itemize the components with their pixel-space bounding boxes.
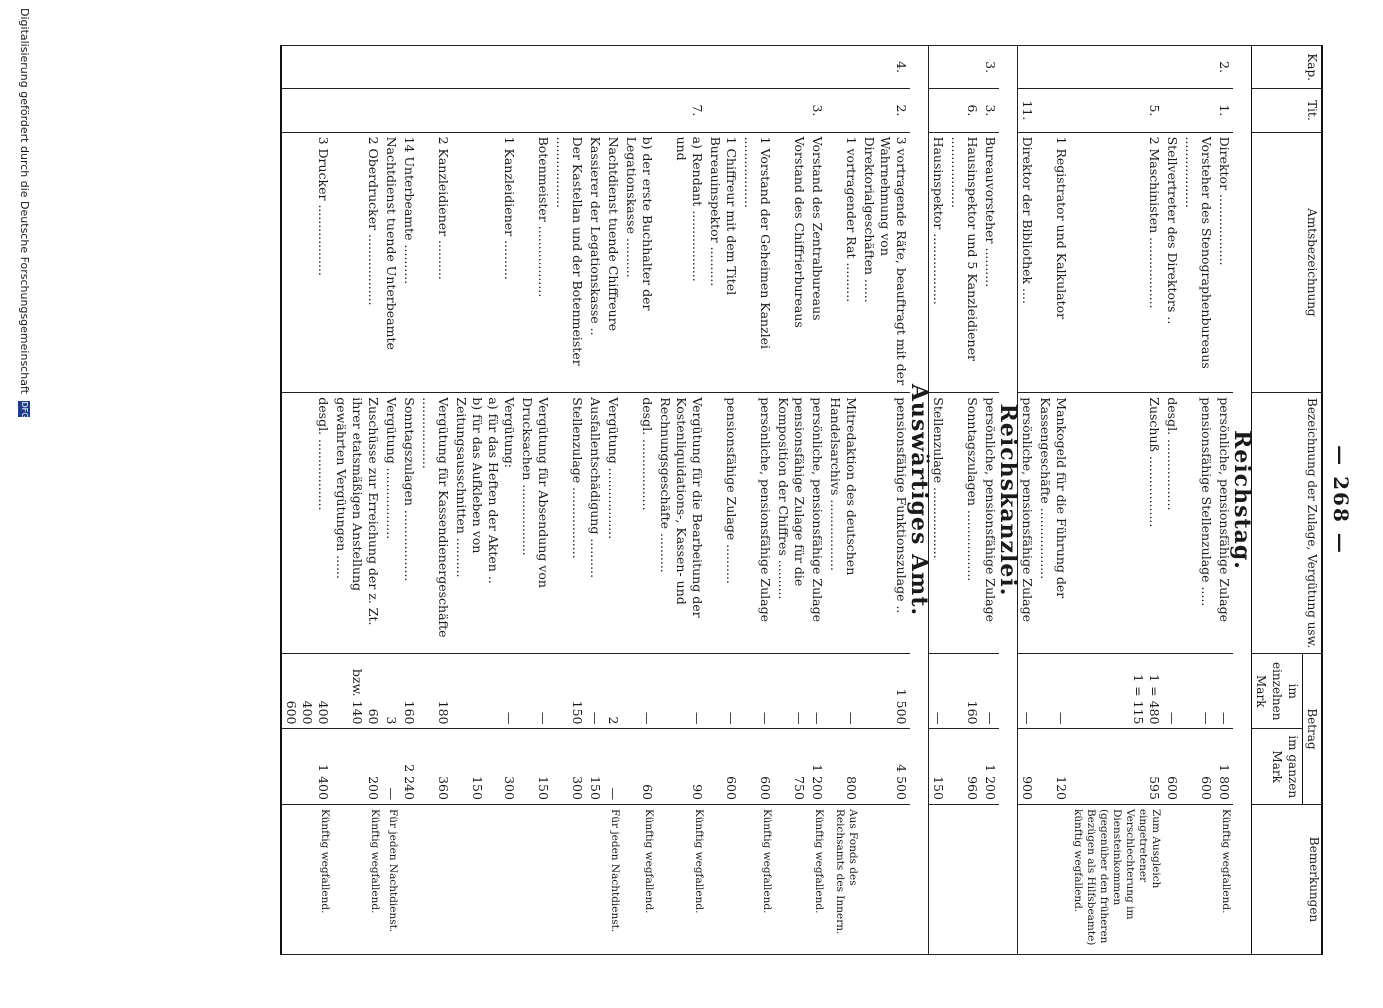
cell-bez: pensionsfähige Zulage für die Komposition der Chiffres .......... <box>774 393 808 654</box>
cell-ganz: 1 200 <box>981 729 999 804</box>
header-betrag: Betrag <box>1303 654 1323 805</box>
cell-kap <box>1163 46 1181 89</box>
cell-einz: — <box>740 654 774 729</box>
header-ganz: im ganzen Mark <box>1252 729 1303 804</box>
cell-einz: 2 <box>604 654 622 729</box>
cell-amt: 1 vortragender Rat .......... <box>826 132 860 393</box>
cell-amt: 2 Kanzleidiener .......... <box>418 132 452 393</box>
cell-bez: persönliche, pensionsfähige Zulage <box>1215 393 1233 654</box>
cell-tit <box>929 89 948 132</box>
cell-kap <box>552 46 586 89</box>
cell-kap <box>622 46 656 89</box>
cell-kap <box>452 46 518 89</box>
footer-text: Digitalisierung gefördert durch die Deutsche Forschungsgemeinschaft <box>18 8 31 394</box>
cell-tit <box>1181 89 1215 132</box>
cell-ganz: 595 <box>1070 729 1163 804</box>
cell-kap <box>400 46 418 89</box>
table-row <box>281 46 332 955</box>
table-row <box>1036 46 1070 955</box>
table-row <box>1215 46 1233 955</box>
section-title: Reichstag. <box>1233 46 1252 955</box>
cell-einz: — <box>981 654 999 729</box>
cell-bez: Stellenzulage .................. <box>929 393 948 654</box>
cell-einz: — <box>826 654 860 729</box>
cell-bem <box>860 804 910 954</box>
cell-ganz: 600 <box>1181 729 1215 804</box>
cell-amt: 2 Oberdrucker .................. <box>332 132 382 393</box>
cell-ganz: 600 <box>1163 729 1181 804</box>
cell-einz: 180 <box>418 654 452 729</box>
cell-tit <box>400 89 418 132</box>
cell-kap: 2. <box>1215 46 1233 89</box>
cell-tit <box>332 89 382 132</box>
footer <box>18 0 31 1008</box>
cell-bez: Mankogeld für die Führung der Kassengeschäfte .................. <box>1036 393 1070 654</box>
cell-ganz: 60 <box>622 729 656 804</box>
cell-tit <box>1036 89 1070 132</box>
header-tit: Tit. <box>1252 89 1323 132</box>
table-row <box>1070 46 1163 955</box>
cell-ganz: 300 150 <box>452 729 518 804</box>
table-row <box>656 46 706 955</box>
cell-bez: desgl. .................. <box>281 393 332 654</box>
cell-tit: 3. <box>981 89 999 132</box>
cell-kap <box>740 46 774 89</box>
cell-bez: Vergütung .................. <box>604 393 622 654</box>
table-row <box>981 46 999 955</box>
cell-bez: pensionsfähige Zulage .......... <box>706 393 740 654</box>
cell-amt: 1 Chiffreur mit dem Titel Bureauinspektor .......... <box>706 132 740 393</box>
cell-bez: pensionsfähige Stellenzulage ..... <box>1181 393 1215 654</box>
cell-ganz: 2 240 <box>400 729 418 804</box>
cell-einz: 1 = 480 1 = 115 <box>1070 654 1163 729</box>
cell-amt: Direktor der Bibliothek .... <box>1018 132 1037 393</box>
cell-tit: 6. <box>947 89 981 132</box>
cell-einz: — <box>518 654 552 729</box>
cell-ganz: 960 <box>947 729 981 804</box>
cell-bem: Künftig wegfallend. <box>332 804 382 954</box>
cell-bez: Sonntagszulagen .................. <box>947 393 981 654</box>
cell-amt: Der Kastellan und der Botenmeister .................. <box>552 132 586 393</box>
cell-einz: 150 <box>552 654 586 729</box>
header-bez: Bezeichnung der Zulage, Vergütung usw. <box>1252 393 1323 654</box>
cell-kap <box>947 46 981 89</box>
cell-tit: 5. <box>1070 89 1163 132</box>
cell-ganz: 120 <box>1036 729 1070 804</box>
cell-kap <box>1036 46 1070 89</box>
table-row <box>947 46 981 955</box>
cell-tit <box>1163 89 1181 132</box>
cell-bem: Für jeden Nachtdienst. <box>604 804 622 954</box>
cell-bem: Künftig wegfallend. <box>1215 804 1233 954</box>
cell-ganz: 150 <box>929 729 948 804</box>
cell-bem <box>706 804 740 954</box>
cell-bez: Vergütung für Kassendienergeschäfte .................. <box>418 393 452 654</box>
cell-bem: Künftig wegfallend. <box>622 804 656 954</box>
cell-kap <box>418 46 452 89</box>
cell-amt: Kassierer der Legationskasse .. <box>586 132 604 393</box>
section-heading-row <box>1233 46 1252 955</box>
cell-bem <box>947 804 981 954</box>
cell-einz: — <box>1018 654 1037 729</box>
cell-amt: 14 Unterbeamte .......... <box>400 132 418 393</box>
cell-ganz: — <box>382 729 400 804</box>
cell-kap: 3. <box>981 46 999 89</box>
cell-amt: Botenmeister .................. <box>518 132 552 393</box>
cell-amt: Hausinspektor .................. <box>929 132 948 393</box>
cell-einz: — <box>656 654 706 729</box>
cell-bez: persönliche, pensionsfähige Zulage <box>808 393 826 654</box>
cell-bez: Vergütung .................. <box>382 393 400 654</box>
cell-bez: Stellenzulage .................. <box>552 393 586 654</box>
table-row <box>774 46 808 955</box>
cell-kap <box>604 46 622 89</box>
table-row <box>586 46 604 955</box>
table-row <box>382 46 400 955</box>
cell-einz: — <box>586 654 604 729</box>
section-heading-row <box>999 46 1018 955</box>
cell-einz: — <box>1181 654 1215 729</box>
cell-kap <box>586 46 604 89</box>
cell-amt: 3 vortragende Räte, beauftragt mit der Wahrnehmung von Direktorialgeschäften ...... <box>860 132 910 393</box>
cell-ganz: — <box>604 729 622 804</box>
cell-einz: 3 <box>382 654 400 729</box>
cell-bem: Künftig wegfallend. <box>740 804 774 954</box>
dfg-logo-icon: DFG <box>20 401 29 419</box>
cell-bez: desgl. .................. <box>622 393 656 654</box>
header-bem: Bemerkungen <box>1252 804 1323 954</box>
cell-einz: — <box>1215 654 1233 729</box>
cell-bez: Mitredaktion des deutschen Handelsarchivs .................. <box>826 393 860 654</box>
cell-bez: persönliche, pensionsfähige Zulage <box>1018 393 1037 654</box>
cell-bem <box>1018 804 1037 954</box>
cell-einz: 1 500 <box>860 654 910 729</box>
cell-tit: 7. <box>656 89 706 132</box>
cell-bem <box>1181 804 1215 954</box>
table-row <box>452 46 518 955</box>
cell-amt: 2 Maschinisten .................. <box>1070 132 1163 393</box>
page-number: — 268 — <box>1329 445 1353 555</box>
cell-tit <box>418 89 452 132</box>
cell-tit <box>382 89 400 132</box>
cell-kap: 4. <box>860 46 910 89</box>
cell-einz: — <box>929 654 948 729</box>
cell-bem: Aus Fonds des Reichsamts des Innern. <box>826 804 860 954</box>
header-kap: Kap. <box>1252 46 1323 89</box>
cell-amt: Bureauvorsteher .......... <box>981 132 999 393</box>
cell-einz: — <box>622 654 656 729</box>
table-row <box>400 46 418 955</box>
cell-bem <box>1163 804 1181 954</box>
cell-bem <box>774 804 808 954</box>
table-body <box>281 46 1255 955</box>
cell-einz: 400 400 600 <box>281 654 332 729</box>
cell-amt: Nachtdienst tuende Chiffreure <box>604 132 622 393</box>
cell-bem <box>452 804 518 954</box>
cell-einz: — <box>452 654 518 729</box>
cell-ganz: 1 800 <box>1215 729 1233 804</box>
cell-tit: 3. <box>808 89 826 132</box>
cell-kap <box>1070 46 1163 89</box>
cell-bem <box>552 804 586 954</box>
cell-ganz: 150 <box>586 729 604 804</box>
section-title: Reichskanzlei. <box>999 46 1018 955</box>
cell-ganz: 4 500 <box>860 729 910 804</box>
allowance-table <box>280 45 1323 955</box>
cell-bez: Sonntagszulagen .................. <box>400 393 418 654</box>
header-amt: Amtsbezeichnung <box>1252 132 1323 393</box>
cell-ganz: 900 <box>1018 729 1037 804</box>
cell-kap <box>656 46 706 89</box>
cell-bem <box>586 804 604 954</box>
cell-tit: 2. <box>860 89 910 132</box>
cell-amt: Nachtdienst tuende Unterbeamte <box>382 132 400 393</box>
section-heading-row <box>910 46 929 955</box>
cell-bez: desgl. .................. <box>1163 393 1181 654</box>
cell-einz: — <box>706 654 740 729</box>
cell-amt: a) Rendant .................. und <box>656 132 706 393</box>
cell-bem <box>400 804 418 954</box>
cell-amt: Vorsteher des Stenographenbureaus .................. <box>1181 132 1215 393</box>
cell-kap <box>518 46 552 89</box>
table-row <box>706 46 740 955</box>
table-row <box>332 46 382 955</box>
cell-tit <box>452 89 518 132</box>
cell-bem: Künftig wegfallend. <box>281 804 332 954</box>
cell-bem: Künftig wegfallend. <box>656 804 706 954</box>
header-einz: im einzelnen Mark <box>1252 654 1303 729</box>
cell-einz: — <box>1163 654 1181 729</box>
cell-bem <box>929 804 948 954</box>
cell-bem <box>418 804 452 954</box>
cell-tit <box>586 89 604 132</box>
cell-bez: persönliche, pensionsfähige Zulage <box>981 393 999 654</box>
table-row <box>826 46 860 955</box>
table-row <box>418 46 452 955</box>
cell-ganz: 360 <box>418 729 452 804</box>
cell-kap <box>929 46 948 89</box>
table-row <box>604 46 622 955</box>
table-row <box>1181 46 1215 955</box>
cell-tit <box>740 89 774 132</box>
cell-tit <box>552 89 586 132</box>
cell-kap <box>774 46 808 89</box>
cell-ganz: 600 <box>706 729 740 804</box>
cell-tit <box>706 89 740 132</box>
section-title: Auswärtiges Amt. <box>910 46 929 955</box>
cell-bez: Zuschüsse zur Erreichung der z. Zt. ihrer etatsmäßigen Anstellung gewährten Vergütungen ...... <box>332 393 382 654</box>
cell-amt: 1 Kanzleidiener .......... <box>452 132 518 393</box>
cell-bem <box>518 804 552 954</box>
cell-tit <box>604 89 622 132</box>
cell-ganz: 800 <box>826 729 860 804</box>
cell-bez: Vergütung für Absendung von Drucksachen .................. <box>518 393 552 654</box>
cell-amt: Vorstand des Zentralbureaus <box>808 132 826 393</box>
cell-bem: Künftig wegfallend. <box>808 804 826 954</box>
cell-tit <box>518 89 552 132</box>
cell-ganz: 300 <box>552 729 586 804</box>
cell-einz: — <box>774 654 808 729</box>
cell-einz: 60 bzw. 140 <box>332 654 382 729</box>
table-row <box>518 46 552 955</box>
cell-tit <box>826 89 860 132</box>
table-row <box>860 46 910 955</box>
cell-tit <box>622 89 656 132</box>
cell-amt: Direktor .................. <box>1215 132 1233 393</box>
cell-kap <box>332 46 382 89</box>
cell-kap <box>826 46 860 89</box>
cell-ganz: 1 400 <box>281 729 332 804</box>
cell-ganz: 600 <box>740 729 774 804</box>
cell-bem <box>981 804 999 954</box>
cell-bez: Zuschuß .................. <box>1070 393 1163 654</box>
table-row <box>808 46 826 955</box>
table-row <box>552 46 586 955</box>
cell-amt: 3 Drucker .................. <box>281 132 332 393</box>
cell-amt: 1 Vorstand der Geheimen Kanzlei .................. <box>740 132 774 393</box>
cell-tit: 11. <box>1018 89 1037 132</box>
cell-amt: b) der erste Buchhalter der Legationskasse .......... <box>622 132 656 393</box>
cell-ganz: 1 200 <box>808 729 826 804</box>
cell-einz: — <box>1036 654 1070 729</box>
cell-bem: Für jeden Nachtdienst. <box>382 804 400 954</box>
cell-bez: Ausfallentschädigung .......... <box>586 393 604 654</box>
cell-bez: Vergütung: a) für das Heften der Akten .. b) für das Aufkleben von Zeitungsausschnitten .......... <box>452 393 518 654</box>
cell-kap <box>706 46 740 89</box>
cell-kap <box>382 46 400 89</box>
cell-bem <box>1036 804 1070 954</box>
cell-tit <box>774 89 808 132</box>
cell-einz: — <box>808 654 826 729</box>
cell-kap <box>1181 46 1215 89</box>
cell-tit <box>281 89 332 132</box>
cell-ganz: 90 <box>656 729 706 804</box>
cell-bez: pensionsfähige Funktionszulage .. <box>860 393 910 654</box>
cell-einz: 160 <box>400 654 418 729</box>
cell-ganz: 750 <box>774 729 808 804</box>
cell-amt: Vorstand des Chiffrierbureaus <box>774 132 808 393</box>
cell-tit: 1. <box>1215 89 1233 132</box>
cell-bez: persönliche, pensionsfähige Zulage <box>740 393 774 654</box>
cell-amt: 1 Registrator und Kalkulator <box>1036 132 1070 393</box>
cell-bez: Vergütung für die Bearbeitung der Kostenliquidations-, Kassen- und Rechnungsgeschäfte .......... <box>656 393 706 654</box>
cell-kap <box>808 46 826 89</box>
table-row <box>622 46 656 955</box>
cell-ganz: 150 <box>518 729 552 804</box>
cell-bem: Zum Ausgleich eingetretener Verschlechterung im Diensteinkommen (gegenüber den früheren Bezügen als Hilfsbeamte) künftig wegfallend. <box>1070 804 1163 954</box>
table-row <box>1163 46 1181 955</box>
cell-amt: Stellvertreter des Direktors .. <box>1163 132 1181 393</box>
cell-einz: 160 <box>947 654 981 729</box>
cell-ganz: 200 <box>332 729 382 804</box>
cell-kap <box>1018 46 1037 89</box>
cell-amt: Hausinspektor und 5 Kanzleidiener .................. <box>947 132 981 393</box>
table-row <box>740 46 774 955</box>
cell-kap <box>281 46 332 89</box>
